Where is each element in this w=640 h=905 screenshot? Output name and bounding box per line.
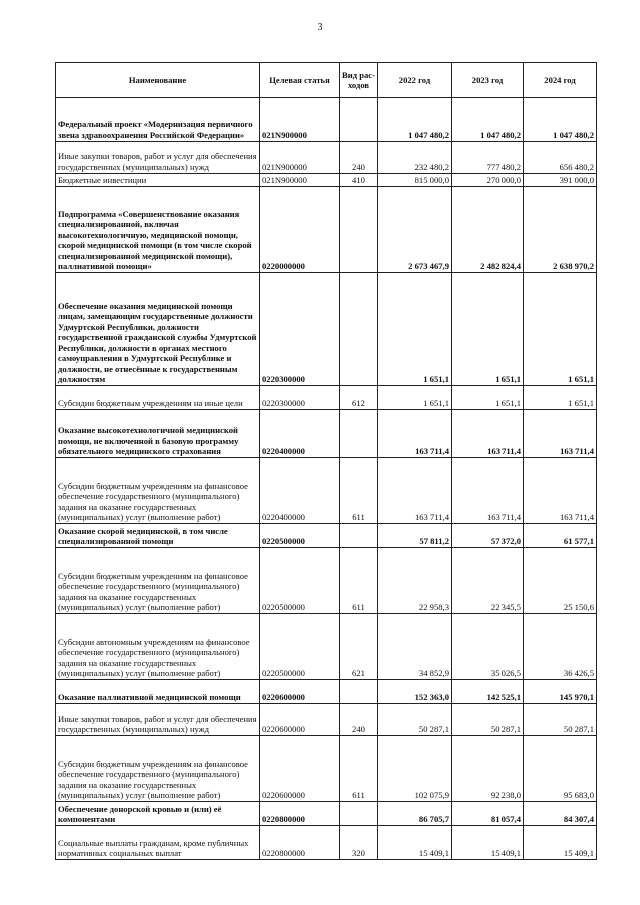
row-2022-cell: 102 075,9 bbox=[378, 736, 452, 802]
row-code-cell: 0220500000 bbox=[260, 548, 340, 614]
row-2024-cell: 61 577,1 bbox=[524, 524, 597, 548]
row-2022-cell: 50 287,1 bbox=[378, 704, 452, 736]
row-2022-cell: 152 363,0 bbox=[378, 680, 452, 704]
row-code-cell: 021N900000 bbox=[260, 142, 340, 174]
table-row bbox=[56, 174, 597, 187]
row-vr-cell: 240 bbox=[340, 142, 378, 174]
row-2024-cell: 163 711,4 bbox=[524, 458, 597, 524]
row-name-cell: Оказание скорой медицинской, в том числе специализированной помощи bbox=[56, 524, 260, 548]
row-2023-cell: 50 287,1 bbox=[452, 704, 524, 736]
row-vr-cell bbox=[340, 524, 378, 548]
row-2024-cell: 84 307,4 bbox=[524, 802, 597, 826]
header-2022: 2022 год bbox=[378, 63, 452, 98]
row-name-cell: Бюджетные инвестиции bbox=[56, 174, 260, 187]
row-2024-cell: 25 150,6 bbox=[524, 548, 597, 614]
row-vr-cell bbox=[340, 410, 378, 458]
row-name-cell: Социальные выплаты гражданам, кроме публичных нормативных социальных выплат bbox=[56, 826, 260, 860]
row-2023-cell: 35 026,5 bbox=[452, 614, 524, 680]
row-2022-cell: 1 651,1 bbox=[378, 386, 452, 410]
row-2022-cell: 22 958,3 bbox=[378, 548, 452, 614]
row-2022-cell: 163 711,4 bbox=[378, 458, 452, 524]
row-2022-cell: 232 480,2 bbox=[378, 142, 452, 174]
row-code-cell: 021N900000 bbox=[260, 98, 340, 142]
row-name-cell: Субсидии бюджетным учреждениям на иные цели bbox=[56, 386, 260, 410]
row-2022-cell: 15 409,1 bbox=[378, 826, 452, 860]
row-vr-cell: 320 bbox=[340, 826, 378, 860]
table-row bbox=[56, 826, 597, 860]
row-2024-cell: 36 426,5 bbox=[524, 614, 597, 680]
row-2024-cell: 656 480,2 bbox=[524, 142, 597, 174]
row-vr-cell: 612 bbox=[340, 386, 378, 410]
row-2024-cell: 145 970,1 bbox=[524, 680, 597, 704]
row-code-cell: 0220500000 bbox=[260, 524, 340, 548]
row-vr-cell bbox=[340, 802, 378, 826]
row-2024-cell: 1 651,1 bbox=[524, 386, 597, 410]
row-code-cell: 0220500000 bbox=[260, 614, 340, 680]
row-code-cell: 0220600000 bbox=[260, 736, 340, 802]
row-name-cell: Подпрограмма «Совершенствование оказания специализированной, включая высокотехнологичную, медицинской помощи, скорой медицинской помощи (в том числе скорой специализированной медицинской помощи), паллиативной помощи» bbox=[56, 187, 260, 273]
table-row bbox=[56, 273, 597, 386]
table-row bbox=[56, 680, 597, 704]
row-vr-cell: 621 bbox=[340, 614, 378, 680]
row-2022-cell: 1 047 480,2 bbox=[378, 98, 452, 142]
row-name-cell: Субсидии бюджетным учреждениям на финансовое обеспечение государственного (муниципального) задания на оказание государственных (муниципальных) услуг (выполнение работ) bbox=[56, 736, 260, 802]
table-row bbox=[56, 802, 597, 826]
row-name-cell: Субсидии автономным учреждениям на финансовое обеспечение государственного (муниципального) задания на оказание государственных (муниципальных) услуг (выполнение работ) bbox=[56, 614, 260, 680]
row-name-cell: Оказание высокотехнологичной медицинской помощи, не включенной в базовую программу обязательного медицинского страхования bbox=[56, 410, 260, 458]
row-name-cell: Обеспечение оказания медицинской помощи лицам, замещающим государственные должности Удмуртской Республики, должности государственной гражданской службы Удмуртской Республики, должности в органах местного самоуправления в Удмуртской Республике и должности, не отнесённые к государственным должностям bbox=[56, 273, 260, 386]
row-code-cell: 0220400000 bbox=[260, 410, 340, 458]
row-2024-cell: 95 683,0 bbox=[524, 736, 597, 802]
header-2024: 2024 год bbox=[524, 63, 597, 98]
row-name-cell: Федеральный проект «Модернизация первичного звена здравоохранения Российской Федерации» bbox=[56, 98, 260, 142]
row-vr-cell bbox=[340, 187, 378, 273]
row-2023-cell: 15 409,1 bbox=[452, 826, 524, 860]
row-code-cell: 0220400000 bbox=[260, 458, 340, 524]
row-2023-cell: 57 372,0 bbox=[452, 524, 524, 548]
row-2024-cell: 2 638 970,2 bbox=[524, 187, 597, 273]
table-row bbox=[56, 142, 597, 174]
row-2022-cell: 163 711,4 bbox=[378, 410, 452, 458]
row-2023-cell: 81 057,4 bbox=[452, 802, 524, 826]
row-2022-cell: 57 811,2 bbox=[378, 524, 452, 548]
budget-table bbox=[55, 62, 597, 860]
table-row bbox=[56, 736, 597, 802]
row-2023-cell: 1 047 480,2 bbox=[452, 98, 524, 142]
row-vr-cell: 240 bbox=[340, 704, 378, 736]
row-vr-cell: 410 bbox=[340, 174, 378, 187]
table-row bbox=[56, 386, 597, 410]
row-2023-cell: 1 651,1 bbox=[452, 386, 524, 410]
row-code-cell: 0220300000 bbox=[260, 386, 340, 410]
row-2024-cell: 391 000,0 bbox=[524, 174, 597, 187]
header-name: Наименование bbox=[56, 63, 260, 98]
header-vr: Вид рас-ходов bbox=[340, 63, 378, 98]
row-2023-cell: 92 238,0 bbox=[452, 736, 524, 802]
row-name-cell: Субсидии бюджетным учреждениям на финансовое обеспечение государственного (муниципального) задания на оказание государственных (муниципальных) услуг (выполнение работ) bbox=[56, 458, 260, 524]
row-vr-cell bbox=[340, 273, 378, 386]
row-2023-cell: 163 711,4 bbox=[452, 410, 524, 458]
row-2022-cell: 86 705,7 bbox=[378, 802, 452, 826]
header-2023: 2023 год bbox=[452, 63, 524, 98]
row-code-cell: 021N900000 bbox=[260, 174, 340, 187]
row-code-cell: 0220300000 bbox=[260, 273, 340, 386]
table-row bbox=[56, 548, 597, 614]
row-code-cell: 0220600000 bbox=[260, 704, 340, 736]
table-row bbox=[56, 704, 597, 736]
row-name-cell: Иные закупки товаров, работ и услуг для обеспечения государственных (муниципальных) нужд bbox=[56, 704, 260, 736]
row-name-cell: Иные закупки товаров, работ и услуг для обеспечения государственных (муниципальных) нужд bbox=[56, 142, 260, 174]
table-row bbox=[56, 410, 597, 458]
row-2023-cell: 2 482 824,4 bbox=[452, 187, 524, 273]
row-vr-cell bbox=[340, 98, 378, 142]
row-vr-cell: 611 bbox=[340, 458, 378, 524]
row-2023-cell: 22 345,5 bbox=[452, 548, 524, 614]
row-name-cell: Оказание паллиативной медицинской помощи bbox=[56, 680, 260, 704]
row-2024-cell: 50 287,1 bbox=[524, 704, 597, 736]
row-2022-cell: 34 852,9 bbox=[378, 614, 452, 680]
table-row bbox=[56, 458, 597, 524]
row-name-cell: Субсидии бюджетным учреждениям на финансовое обеспечение государственного (муниципального) задания на оказание государственных (муниципальных) услуг (выполнение работ) bbox=[56, 548, 260, 614]
row-vr-cell: 611 bbox=[340, 548, 378, 614]
table-row bbox=[56, 187, 597, 273]
row-code-cell: 0220600000 bbox=[260, 680, 340, 704]
row-2022-cell: 2 673 467,9 bbox=[378, 187, 452, 273]
row-2023-cell: 1 651,1 bbox=[452, 273, 524, 386]
row-2024-cell: 1 651,1 bbox=[524, 273, 597, 386]
row-code-cell: 0220000000 bbox=[260, 187, 340, 273]
table-header-row bbox=[56, 63, 597, 98]
row-2023-cell: 142 525,1 bbox=[452, 680, 524, 704]
row-2024-cell: 1 047 480,2 bbox=[524, 98, 597, 142]
row-2023-cell: 270 000,0 bbox=[452, 174, 524, 187]
row-name-cell: Обеспечение донорской кровью и (или) её компонентами bbox=[56, 802, 260, 826]
row-code-cell: 0220800000 bbox=[260, 802, 340, 826]
row-2024-cell: 163 711,4 bbox=[524, 410, 597, 458]
row-2022-cell: 1 651,1 bbox=[378, 273, 452, 386]
header-code: Целевая статья bbox=[260, 63, 340, 98]
table-row bbox=[56, 98, 597, 142]
table-row bbox=[56, 524, 597, 548]
row-code-cell: 0220800000 bbox=[260, 826, 340, 860]
row-2023-cell: 163 711,4 bbox=[452, 458, 524, 524]
table-row bbox=[56, 614, 597, 680]
row-2023-cell: 777 480,2 bbox=[452, 142, 524, 174]
row-vr-cell bbox=[340, 680, 378, 704]
page-number: 3 bbox=[317, 22, 323, 33]
row-2022-cell: 815 000,0 bbox=[378, 174, 452, 187]
row-vr-cell: 611 bbox=[340, 736, 378, 802]
row-2024-cell: 15 409,1 bbox=[524, 826, 597, 860]
